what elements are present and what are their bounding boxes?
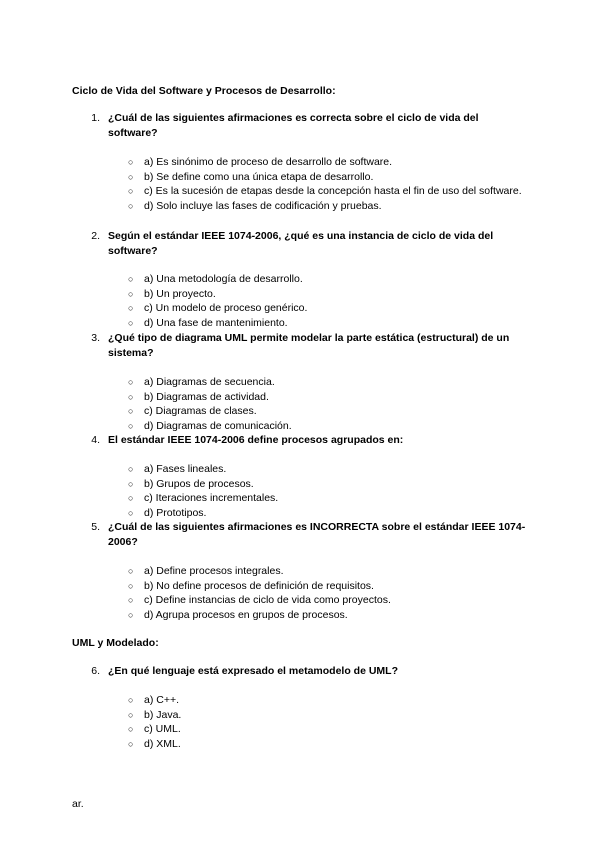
list-item: ○ b) Grupos de procesos. — [128, 477, 254, 490]
circle-bullet-icon: ○ — [128, 738, 134, 749]
list-item: ○ c) UML. — [128, 723, 181, 735]
question-number: 5. — [91, 521, 100, 533]
circle-bullet-icon: ○ — [128, 580, 134, 591]
circle-bullet-icon: ○ — [128, 274, 134, 284]
options-list-2 — [128, 272, 528, 330]
circle-bullet-icon: ○ — [128, 478, 134, 489]
circle-bullet-icon: ○ — [128, 303, 134, 313]
circle-bullet-icon: ○ — [128, 724, 134, 734]
list-item: ○ a) Fases lineales. — [128, 463, 227, 475]
list-item: ○ d) Una fase de mantenimiento. — [128, 316, 288, 329]
list-item: ○ c) Un modelo de proceso genérico. — [128, 302, 308, 314]
circle-bullet-icon: ○ — [128, 464, 134, 474]
question-number: 1. — [91, 112, 100, 124]
circle-bullet-icon: ○ — [128, 709, 134, 720]
circle-bullet-icon: ○ — [128, 288, 134, 299]
question-text: ¿En qué lenguaje está expresado el metamodelo de UML? — [108, 665, 398, 677]
question-text: Según el estándar IEEE 1074-2006, ¿qué es una instancia de ciclo de vida del software? — [108, 230, 494, 257]
question-number: 2. — [91, 230, 100, 242]
list-item: ○ d) Agrupa procesos en grupos de procesos. — [128, 608, 348, 621]
section-title-uml: UML y Modelado: — [72, 637, 159, 649]
circle-bullet-icon: ○ — [128, 186, 134, 196]
list-item: ○ c) Define instancias de ciclo de vida como proyectos. — [128, 594, 391, 606]
options-list-1 — [128, 155, 528, 213]
circle-bullet-icon: ○ — [128, 391, 134, 402]
circle-bullet-icon: ○ — [128, 200, 134, 211]
circle-bullet-icon: ○ — [128, 157, 134, 167]
list-item: ○ b) No define procesos de definición de requisitos. — [128, 579, 374, 592]
circle-bullet-icon: ○ — [128, 406, 134, 416]
question-text: ¿Qué tipo de diagrama UML permite modelar la parte estática (estructural) de un sistema? — [108, 332, 510, 359]
circle-bullet-icon: ○ — [128, 493, 134, 503]
list-item: ○ a) Una metodología de desarrollo. — [128, 273, 303, 285]
circle-bullet-icon: ○ — [128, 609, 134, 620]
circle-bullet-icon: ○ — [128, 420, 134, 431]
list-item: ○ c) Diagramas de clases. — [128, 405, 257, 417]
circle-bullet-icon: ○ — [128, 171, 134, 182]
options-list-3 — [128, 375, 528, 433]
list-item: ○ a) C++. — [128, 694, 180, 706]
list-item: ○ d) Prototipos. — [128, 506, 207, 519]
options-list-4 — [128, 462, 528, 520]
question-number: 6. — [91, 665, 100, 677]
list-item: ○ a) Define procesos integrales. — [128, 565, 284, 577]
question-text: ¿Cuál de las siguientes afirmaciones es INCORRECTA sobre el estándar IEEE 1074-2006? — [108, 521, 526, 548]
list-item: ○ c) Es la sucesión de etapas desde la concepción hasta el fin de uso del software. — [128, 185, 522, 197]
list-item: ○ d) XML. — [128, 737, 181, 750]
list-item: ○ d) Solo incluye las fases de codificación y pruebas. — [128, 199, 382, 212]
list-item: ○ a) Es sinónimo de proceso de desarrollo de software. — [128, 156, 393, 168]
question-text: ¿Cuál de las siguientes afirmaciones es correcta sobre el ciclo de vida del software? — [108, 112, 479, 139]
list-item: ○ c) Iteraciones incrementales. — [128, 492, 279, 504]
circle-bullet-icon: ○ — [128, 317, 134, 328]
list-item: ○ b) Se define como una única etapa de desarrollo. — [128, 170, 374, 183]
list-item: ○ b) Un proyecto. — [128, 287, 216, 300]
question-text: El estándar IEEE 1074-2006 define procesos agrupados en: — [108, 434, 404, 446]
circle-bullet-icon: ○ — [128, 566, 134, 576]
footer-text: ar. — [72, 798, 84, 810]
circle-bullet-icon: ○ — [128, 595, 134, 605]
list-item: ○ a) Diagramas de secuencia. — [128, 376, 275, 388]
circle-bullet-icon: ○ — [128, 695, 134, 705]
circle-bullet-icon: ○ — [128, 377, 134, 387]
list-item: ○ b) Java. — [128, 708, 182, 721]
question-number: 3. — [91, 332, 100, 344]
question-number: 4. — [91, 434, 100, 446]
options-list-6 — [128, 693, 528, 751]
list-item: ○ d) Diagramas de comunicación. — [128, 419, 292, 432]
section-title-lifecycle: Ciclo de Vida del Software y Procesos de Desarrollo: — [72, 85, 336, 97]
circle-bullet-icon: ○ — [128, 507, 134, 518]
options-list-5 — [128, 564, 528, 622]
list-item: ○ b) Diagramas de actividad. — [128, 390, 269, 403]
